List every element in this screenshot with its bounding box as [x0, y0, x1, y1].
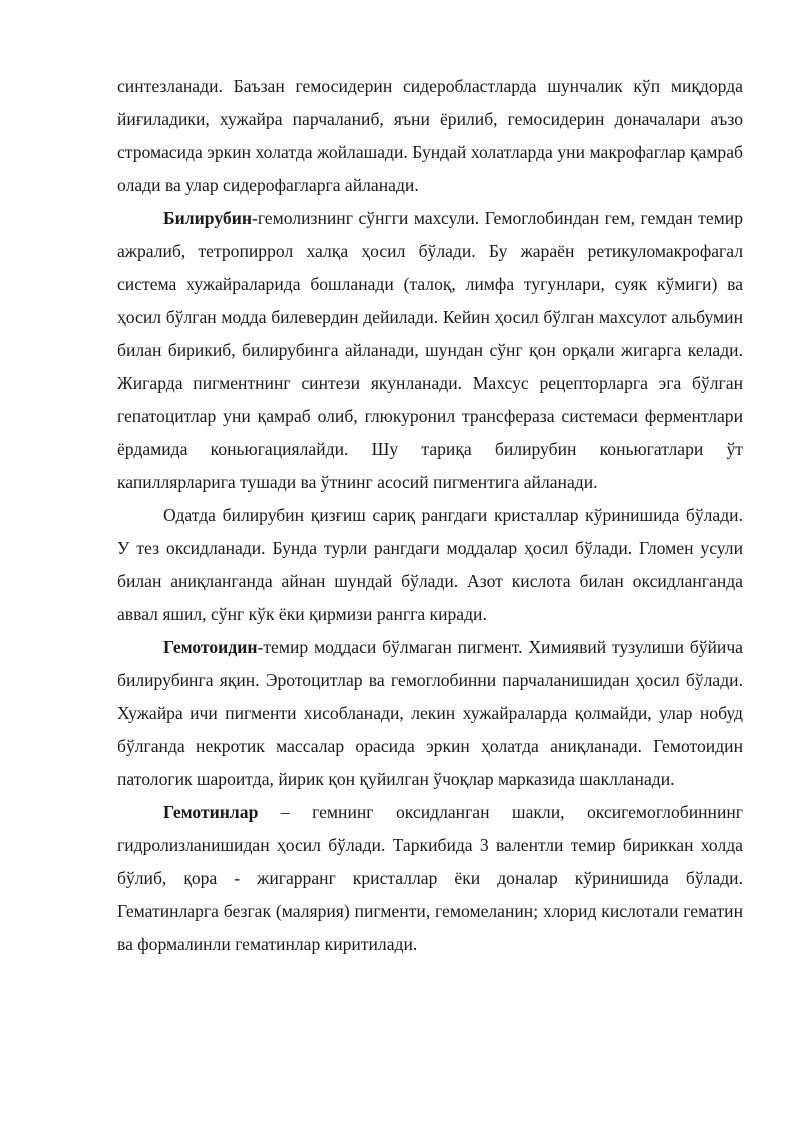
paragraph-text: -гемолизнинг сўнгги махсули. Гемоглобиндан гем, гемдан темир ажралиб, тетропиррол халқа ҳосил бўлади. Бу жараён ретикуломакрофагал система хужайраларида бошланади (талоқ, лимфа тугунлари, суяк кўмиги) ва ҳосил бўлган модда билевердин дейилади. Кейин ҳосил бўлган махсулот альбумин билан бирикиб, билирубинга айланади, шундан сўнг қон орқали жигарга келади. Жигарда пигментнинг синтези якунланади. Махсус рецепторларга эга бўлган гепатоцитлар уни қамраб олиб, глюкуронил трансфераза системаси ферментлари ёрдамида коньюгациялайди. Шу тариқа билирубин коньюгатлари ўт капиллярларига тушади ва ўтнинг асосий пигментига айланади. [117, 208, 743, 492]
paragraph-bilirubin-crystals [117, 499, 743, 631]
paragraph-text: Одатда билирубин қизғиш сариқ рангдаги кристаллар кўринишида бўлади. У тез оксидланади. Бунда турли рангдаги моддалар ҳосил бўлади. Гломен усули билан аниқланганда айнан шундай бўлади. Азот кислота билан оксидланганда аввал яшил, сўнг кўк ёки қирмизи рангга киради. [117, 505, 743, 624]
paragraph-text: -темир моддаси бўлмаган пигмент. Химиявий тузулиши бўйича билирубинга яқин. Эротоцитлар ва гемоглобинни парчаланишидан ҳосил бўлади. Хужайра ичи пигменти хисобланади, лекин хужайраларда қолмайди, улар нобуд бўлганда некротик массалар орасида эркин ҳолатда аниқланади. Гемотоидин патологик шароитда, йирик қон қуйилган ўчоқлар марказида шаклланади. [117, 637, 743, 789]
paragraph-hematoidin [117, 631, 743, 796]
term-hematoidin: Гемотоидин [163, 637, 258, 657]
paragraph-hematins [117, 796, 743, 961]
paragraph-siderophages [117, 70, 743, 202]
document-page [117, 70, 743, 961]
paragraph-bilirubin [117, 202, 743, 499]
term-hematins: Гемотинлар [163, 802, 259, 822]
paragraph-text: синтезланади. Баъзан гемосидерин сидеробластларда шунчалик кўп миқдорда йиғиладики, хужайра парчаланиб, яъни ёрилиб, гемосидерин доначалари аъзо стромасида эркин холатда жойлашади. Бундай холатларда уни макрофаглар қамраб олади ва улар сидерофагларга айланади. [117, 76, 743, 195]
paragraph-text: – гемнинг оксидланган шакли, оксигемоглобиннинг гидролизланишидан ҳосил бўлади. Таркибида 3 валентли темир бириккан холда бўлиб, қора - жигарранг кристаллар ёки доналар кўринишида бўлади. Гематинларга безгак (малярия) пигменти, гемомеланин; хлорид кислотали гематин ва формалинли гематинлар киритилади. [117, 802, 743, 954]
term-bilirubin: Билирубин [163, 208, 252, 228]
